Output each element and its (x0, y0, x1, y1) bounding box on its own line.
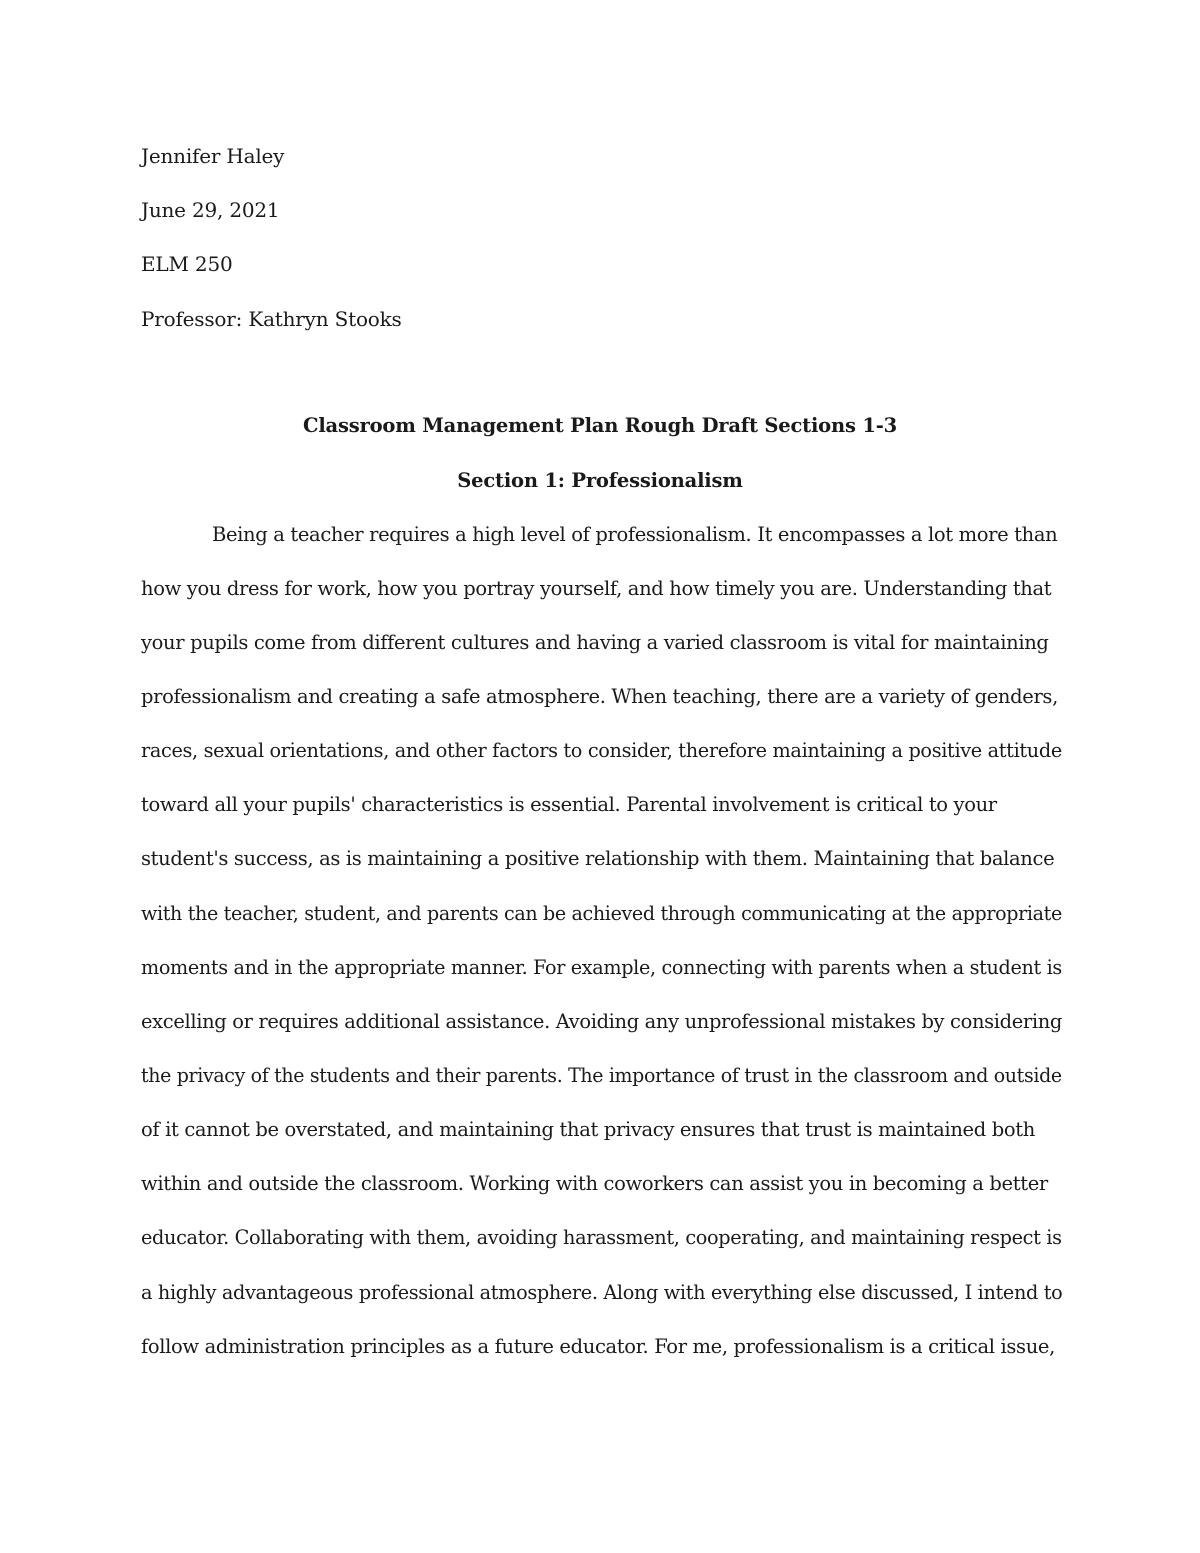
section-heading: Section 1: Professionalism (457, 469, 743, 492)
paragraph-line: the privacy of the students and their parents. The importance of trust in the classroom and outside (141, 1064, 1062, 1087)
paragraph-line: educator. Collaborating with them, avoiding harassment, cooperating, and maintaining respect is (141, 1226, 1062, 1249)
paragraph-line: of it cannot be overstated, and maintaining that privacy ensures that trust is maintained both (141, 1118, 1035, 1141)
paragraph-line: races, sexual orientations, and other factors to consider, therefore maintaining a positive attitude (141, 739, 1062, 762)
author-name: Jennifer Haley (141, 144, 285, 168)
course-code: ELM 250 (141, 252, 233, 276)
paragraph-line: follow administration principles as a future educator. For me, professionalism is a critical issue, (141, 1335, 1055, 1358)
paragraph-line: Being a teacher requires a high level of professionalism. It encompasses a lot more than (212, 523, 1058, 546)
paragraph-line: within and outside the classroom. Working with coworkers can assist you in becoming a better (141, 1172, 1048, 1195)
paragraph-line: professionalism and creating a safe atmosphere. When teaching, there are a variety of genders, (141, 685, 1058, 708)
paragraph-line: toward all your pupils' characteristics is essential. Parental involvement is critical to your (141, 793, 997, 816)
paragraph-line: moments and in the appropriate manner. For example, connecting with parents when a student is (141, 956, 1062, 979)
paragraph-line: student's success, as is maintaining a positive relationship with them. Maintaining that balance (141, 847, 1055, 870)
paragraph-line: with the teacher, student, and parents can be achieved through communicating at the appropriate (141, 902, 1062, 925)
paragraph-line: your pupils come from different cultures and having a varied classroom is vital for maintaining (141, 631, 1049, 654)
paragraph-line: how you dress for work, how you portray yourself, and how timely you are. Understanding that (141, 577, 1052, 600)
paragraph-line: excelling or requires additional assistance. Avoiding any unprofessional mistakes by considering (141, 1010, 1063, 1033)
document-date: June 29, 2021 (141, 198, 280, 222)
professor-name: Professor: Kathryn Stooks (141, 307, 402, 331)
paragraph-line: a highly advantageous professional atmosphere. Along with everything else discussed, I intend to (141, 1281, 1063, 1304)
document-title: Classroom Management Plan Rough Draft Sections 1-3 (303, 414, 897, 437)
